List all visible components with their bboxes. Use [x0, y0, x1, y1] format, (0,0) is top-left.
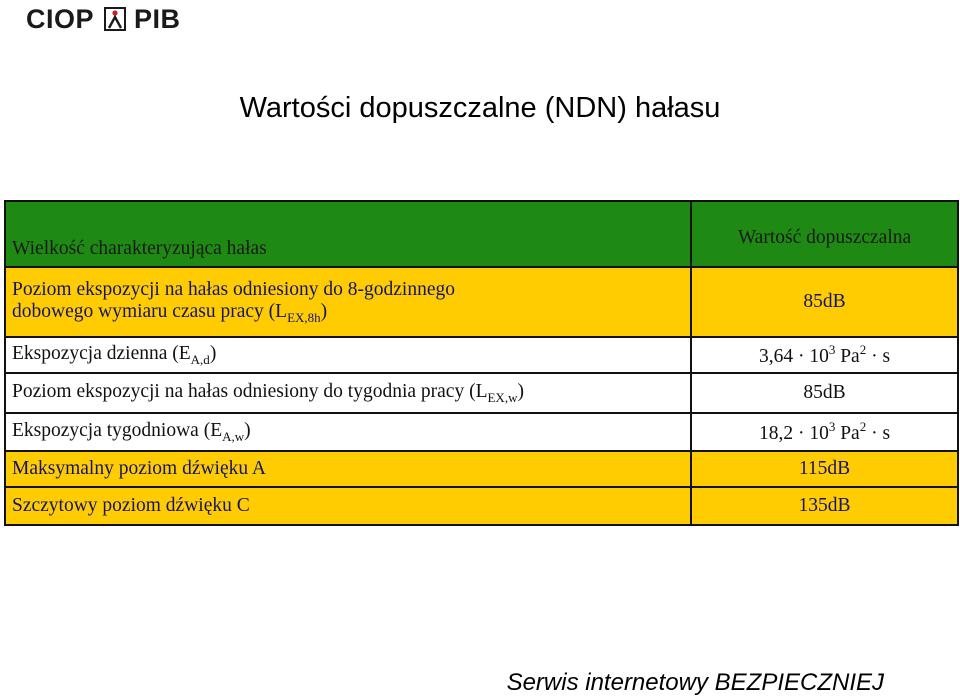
- ciop-pib-logo: [26, 4, 181, 34]
- table-row: [5, 487, 958, 525]
- logo-text-right: PIB: [134, 3, 181, 34]
- row-label: Maksymalny poziom dźwięku A: [5, 451, 691, 487]
- noise-limits-table: [4, 200, 959, 526]
- logo-text-left: CIOP: [26, 3, 95, 34]
- row-label: Ekspozycja dzienna $(E_{A,d})$: [5, 337, 691, 373]
- table-header-row: [5, 201, 958, 267]
- row-value: 85dB: [691, 267, 958, 337]
- row-label: Poziom ekspozycji na hałas odniesiony do 8-godzinnego dobowego wymiaru czasu pracy $(L_{EX,8h})$: [5, 267, 691, 337]
- logo-figure-icon: [104, 7, 126, 31]
- table-row: [5, 413, 958, 451]
- header-left: Wielkość charakteryzująca hałas: [5, 201, 691, 267]
- table-row: [5, 267, 958, 337]
- row-value: 135dB: [691, 487, 958, 525]
- row-value: $3,64 \cdot 10^3$ $Pa^2 \cdot s$: [691, 337, 958, 373]
- row-label: Szczytowy poziom dźwięku C: [5, 487, 691, 525]
- row-value: 115dB: [691, 451, 958, 487]
- table-row: [5, 373, 958, 413]
- footer-text: Serwis internetowy BEZPIECZNIEJ: [506, 669, 884, 696]
- page-title: Wartości dopuszczalne (NDN) hałasu: [239, 92, 721, 124]
- row-value: 85dB: [691, 373, 958, 413]
- row-label: Ekspozycja tygodniowa $(E_{A,w})$: [5, 413, 691, 451]
- table-row: [5, 451, 958, 487]
- row-value: $18,2 \cdot 10^3$ $Pa^2 \cdot s$: [691, 413, 958, 451]
- row-label: Poziom ekspozycji na hałas odniesiony do tygodnia pracy $(L_{EX,w})$: [5, 373, 691, 413]
- table-row: [5, 337, 958, 373]
- header-right: Wartość dopuszczalna: [691, 201, 958, 267]
